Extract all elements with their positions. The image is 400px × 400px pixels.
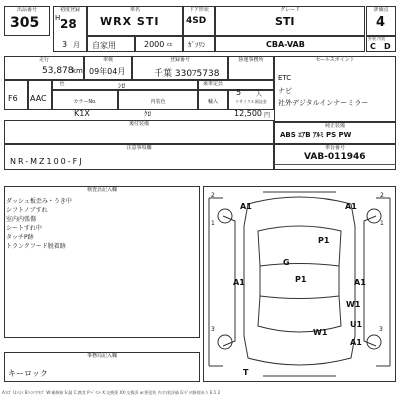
mark-g-glass: G bbox=[283, 258, 290, 267]
color: ｼﾛ bbox=[118, 82, 125, 90]
exterior-grade: C bbox=[370, 42, 376, 51]
mark-t: T bbox=[243, 368, 249, 377]
fuel: ｶﾞｿﾘﾝ bbox=[188, 41, 206, 49]
car-diagram bbox=[203, 186, 396, 382]
lot-label: 出品番号 bbox=[16, 7, 37, 13]
mark-a1-rear: A1 bbox=[350, 338, 362, 347]
footer-legend: A:ｷｽﾞ U:ﾍｺﾐ B:ﾍｺﾐ字ｷｽﾞ W:補修跡 S:錆 C:腐食 P:ﾍﾟｲﾝﾄ X:交換要 XX:交換済 ⊕:要塗装 内:内装評価 G:ｶﾞﾗｽ修理あり E:1 2 bbox=[2, 390, 221, 395]
recycle-label: リサイクル預託金 bbox=[235, 99, 267, 104]
mark-3-right: 3 bbox=[379, 326, 383, 333]
inspection-label: 車検 bbox=[102, 57, 113, 63]
mark-p1-hood: P1 bbox=[318, 236, 330, 245]
plate-number: 千葉 330ﾌ5738 bbox=[154, 69, 220, 79]
mark-2-left: 2 bbox=[211, 192, 215, 199]
chassis-number: VAB-011946 bbox=[304, 152, 366, 162]
inspection-date: 09年04月 bbox=[89, 67, 126, 76]
sales-point-etc: ETC bbox=[278, 74, 292, 82]
score-label: 評価点 bbox=[373, 7, 389, 13]
seller-notes-label: 事務局記入欄 bbox=[86, 353, 117, 359]
color-box bbox=[52, 80, 198, 90]
notes-label: 注意事項欄 bbox=[126, 145, 152, 151]
mileage: 53,878 bbox=[42, 66, 74, 76]
equipment-label: 純正装備 bbox=[324, 123, 345, 129]
inspection-note-1: ダッシュ板歪み・うき中 bbox=[6, 198, 72, 205]
color-no-label: カラーNo. bbox=[73, 99, 97, 105]
doors-label: ドア形状 bbox=[189, 7, 209, 13]
mark-u1-rear: U1 bbox=[350, 320, 363, 329]
color-label: 色 bbox=[59, 81, 65, 87]
chassis-label: 車台番号 bbox=[324, 145, 345, 151]
sales-point-label: セールスポイント bbox=[315, 57, 355, 63]
mark-w1-right: W1 bbox=[346, 300, 361, 309]
usage: 自家用 bbox=[92, 41, 116, 50]
era: H bbox=[55, 14, 61, 22]
first-reg-label: 初度登録 bbox=[59, 7, 80, 13]
notes-value: NR-MZ100-FJ bbox=[10, 157, 84, 166]
sales-point-navi: ナビ bbox=[278, 87, 292, 95]
mark-2-right: 2 bbox=[380, 192, 384, 199]
interior-grade: D bbox=[384, 42, 391, 51]
displacement: 2000 bbox=[144, 40, 165, 49]
mark-a1-right: A1 bbox=[354, 278, 366, 287]
mark-p1-roof: P1 bbox=[295, 275, 307, 284]
km-unit: km bbox=[72, 67, 83, 75]
sales-point-box bbox=[274, 56, 396, 122]
mark-a1-front: A1 bbox=[240, 202, 252, 211]
capacity-label: 乗車定員 bbox=[202, 81, 223, 87]
recycle-fee: 12,500 bbox=[234, 109, 262, 118]
mark-1-right: 1 bbox=[380, 220, 384, 227]
cc-unit: cc bbox=[167, 42, 173, 48]
shift: F6 bbox=[8, 94, 18, 103]
interior-color: ｸﾛ bbox=[144, 110, 151, 118]
inspection-note-3: 室内内張傷 bbox=[6, 216, 37, 223]
car-name-label: 車名 bbox=[129, 7, 140, 13]
plate-label: 登録番号 bbox=[169, 57, 190, 63]
ac-type: AAC bbox=[30, 94, 47, 103]
mark-w1-rear: W1 bbox=[313, 328, 328, 337]
equipment-items: ABS ｴｱB ｱﾙﾐ PS PW bbox=[280, 131, 352, 139]
rear-equipment-label: 後付装備 bbox=[128, 121, 149, 127]
mark-3-left: 3 bbox=[211, 326, 215, 333]
reg-note-label: 陸運事務所 bbox=[238, 57, 264, 63]
grade-label: グレード bbox=[279, 7, 300, 13]
interior-label: 内装色 bbox=[150, 99, 166, 105]
chassis-divider bbox=[274, 164, 396, 165]
model-code: CBA-VAB bbox=[266, 40, 305, 49]
yen-unit: 円 bbox=[264, 112, 271, 119]
inspection-note-2: シフトノブすれ bbox=[6, 207, 48, 214]
lot-number: 305 bbox=[10, 15, 40, 31]
inspection-notes-label: 検査員記入欄 bbox=[86, 187, 117, 193]
capacity-unit: 人 bbox=[256, 91, 263, 98]
ext-int-label: 外装 内装 bbox=[368, 36, 386, 41]
mileage-label: 走行 bbox=[38, 57, 49, 63]
inspection-note-6: トランクフード脱着跡 bbox=[6, 243, 66, 250]
color-no: K1X bbox=[74, 109, 90, 118]
door-type: 4SD bbox=[186, 16, 207, 26]
grade: STI bbox=[275, 15, 295, 28]
reg-month: 3 bbox=[62, 40, 68, 49]
inspection-note-5: タッチP跡 bbox=[6, 234, 34, 241]
mark-a1-left: A1 bbox=[233, 278, 245, 287]
score: 4 bbox=[376, 15, 386, 30]
import-label: 輸入 bbox=[207, 99, 218, 105]
reg-month-unit: 月 bbox=[73, 41, 80, 49]
seller-notes-value: キーロック bbox=[8, 369, 48, 378]
mark-a1-front-right: A1 bbox=[345, 202, 357, 211]
mark-1-left: 1 bbox=[211, 220, 215, 227]
car-name: WRX STI bbox=[100, 15, 160, 28]
sales-point-mirror: 社外デジタルインナーミラー bbox=[278, 99, 369, 107]
inspection-note-4: シートすれ中 bbox=[6, 225, 42, 232]
capacity: 5 bbox=[236, 88, 242, 97]
reg-year: 28 bbox=[60, 17, 77, 31]
